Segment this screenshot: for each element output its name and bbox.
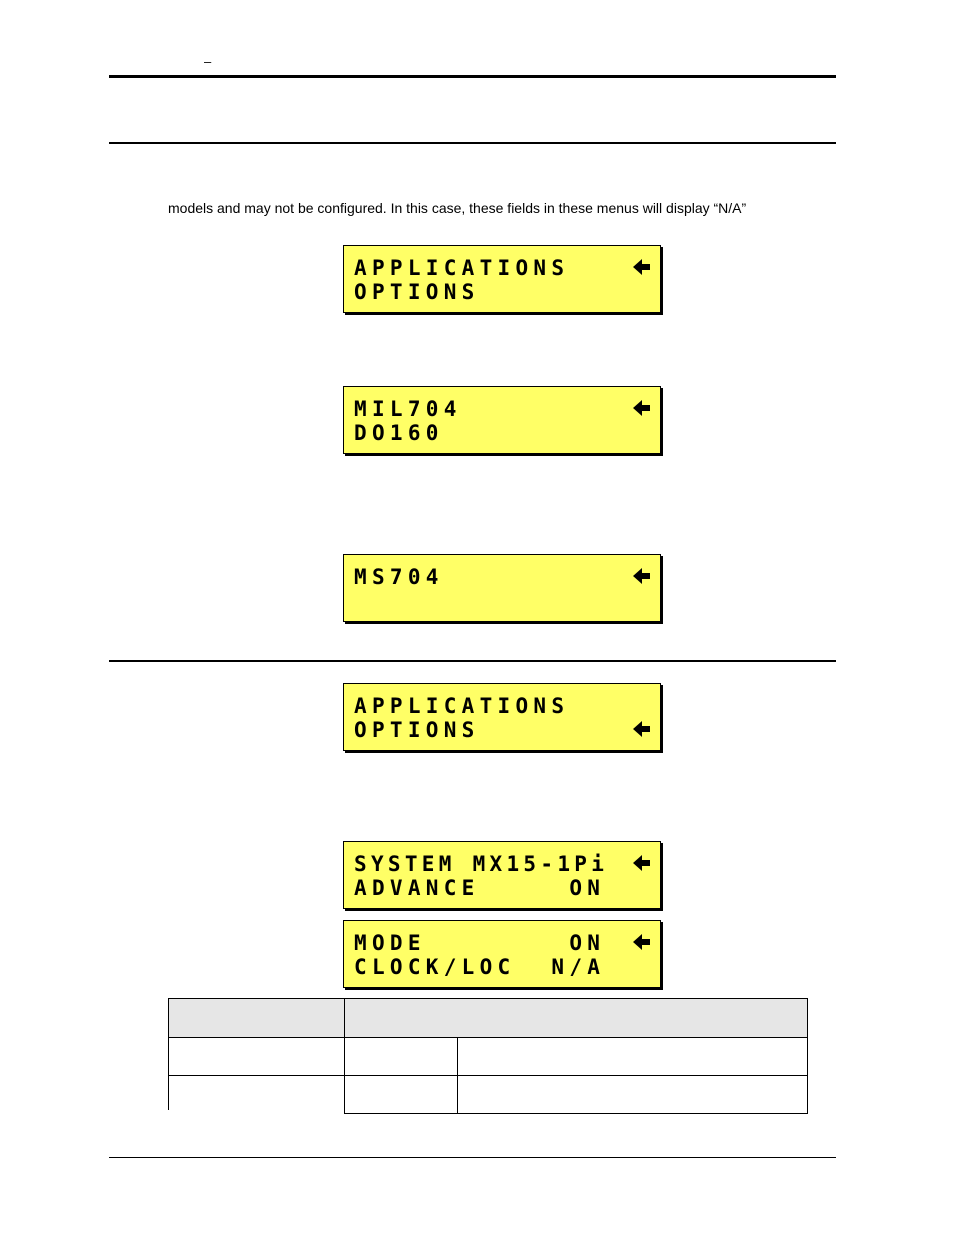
lcd-line-1: SYSTEM MX15-1Pi	[354, 852, 609, 876]
intro-note: models and may not be configured. In this case, these fields in these menus will display “N/A”	[168, 200, 747, 216]
table-cut-mask	[168, 1110, 344, 1116]
left-arrow-icon	[632, 853, 652, 873]
lcd-ms704	[343, 554, 661, 622]
table-cell	[458, 1076, 808, 1114]
table-cell	[169, 1038, 345, 1076]
table-header-cell	[169, 999, 345, 1038]
table-header-row	[169, 999, 808, 1038]
lcd-line-2: CLOCK/LOC N/A	[354, 955, 606, 979]
left-arrow-icon	[632, 566, 652, 586]
lcd-line-2: DO160	[354, 421, 444, 445]
lcd-line-2: ADVANCE ON	[354, 876, 606, 900]
lcd-line-1: MS704	[354, 565, 444, 589]
table-cell	[458, 1038, 808, 1076]
lcd-applications-options	[343, 245, 661, 313]
lcd-line-1: APPLICATIONS	[354, 256, 570, 280]
table-row	[169, 1076, 808, 1114]
lcd-mil704-do160	[343, 386, 661, 454]
lcd-line-2	[354, 589, 650, 613]
lcd-line-2: OPTIONS	[354, 280, 480, 304]
options-table	[168, 998, 808, 1114]
lcd-line-2: OPTIONS	[354, 718, 480, 742]
left-arrow-icon	[632, 398, 652, 418]
section-divider	[109, 142, 836, 144]
footer-rule	[109, 1157, 836, 1158]
table-cell	[345, 1076, 458, 1114]
table-cell	[169, 1076, 345, 1114]
header-dash: –	[204, 54, 212, 69]
section-divider	[109, 660, 836, 662]
table-row	[169, 1038, 808, 1076]
lcd-applications-options-2	[343, 683, 661, 751]
lcd-mode-clock	[343, 920, 661, 988]
table-cell	[345, 1038, 458, 1076]
left-arrow-icon	[632, 719, 652, 739]
lcd-line-1: MIL704	[354, 397, 462, 421]
left-arrow-icon	[632, 257, 652, 277]
lcd-line-1: APPLICATIONS	[354, 694, 570, 718]
table-header-cell	[345, 999, 808, 1038]
lcd-line-1: MODE ON	[354, 931, 606, 955]
lcd-system-advance	[343, 841, 661, 909]
header-rule	[109, 75, 836, 78]
left-arrow-icon	[632, 932, 652, 952]
